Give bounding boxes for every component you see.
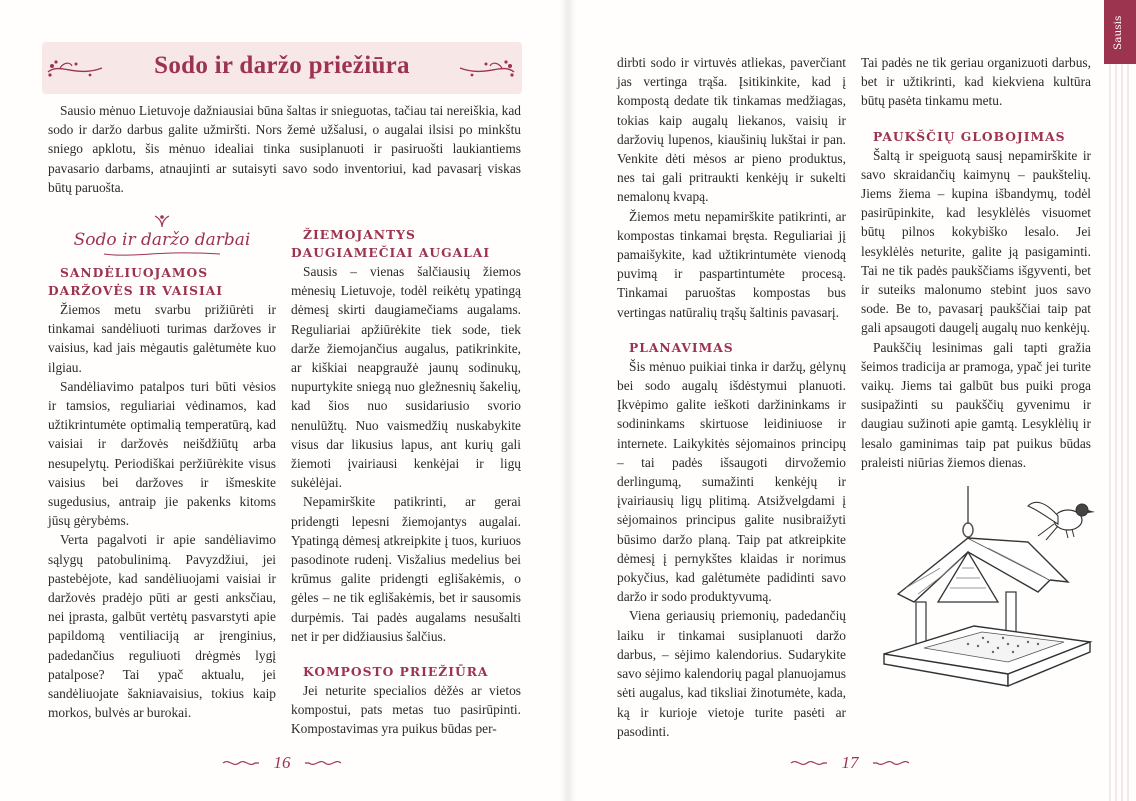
- paragraph: Žiemos metu nepamirškite patikrinti, ar kompostas tinkamai bręsta. Reguliariai jį pamaišykite, kad užtikrintumėte vienodą puvimą ir paspartintumėte procesą. Tinkamai paruoštas kompostas bus vertingas natūralių trąšų šaltinis pavasarį.: [617, 208, 846, 320]
- sprig-icon: [151, 214, 173, 228]
- heading-compost: KOMPOSTO PRIEŽIŪRA: [303, 664, 489, 680]
- script-section-title: Sodo ir daržo darbai: [73, 230, 251, 250]
- paragraph: Tai padės ne tik geriau organizuoti darbus, bet ir užtikrinti, kad kiekviena kultūra būtų pasėta tinkamu metu.: [861, 55, 1091, 109]
- page-number: 16: [273, 753, 291, 773]
- intro-text: Sausio mėnuo Lietuvoje dažniausiai būna šaltas ir snieguotas, tačiau tai nereiškia, kad sodo ir daržo darbus galite užmiršti. Nors žemė užšalusi, o augalai ilsisi po minkštu sniego apklotu, šis mėnuo idealiai tinka susiplanuoti ir pasiruošti laukiantiems pavasario darbams, atnaujinti ar sutaisyti savo sodo inventoriui, kad pavasarį viskas būtų paruošta.: [48, 103, 521, 195]
- paragraph: Šaltą ir speiguotą sausį nepamirškite ir savo skraidančių kaimynų – paukštelių. Jiems žiema – kupina išbandymų, todėl pasirūpinkite, kad lesyklėlės visuomet būtų pilnos kokybiško lesalo. Jei lesyklėlės neturite, galite ją pasigaminti. Tai ne tik padės paukščiams išgyventi, bet ir suteiks malonumo stebint juos savo sode. Be to, pavasarį paukščiai taip pat gali apsaugoti daugelį augalų nuo kenkėjų.: [861, 147, 1091, 336]
- bird-feeder-illustration: [878, 484, 1098, 714]
- page-number-left: [182, 752, 382, 773]
- swirl-icon: [221, 758, 261, 768]
- page-number: 17: [841, 753, 859, 773]
- column-storage: [48, 264, 276, 722]
- paragraph: Nepamirškite patikrinti, ar gerai pridengti lepesni žiemojantys augalai. Ypatingą dėmesį atkreipkite į tuos, kuriuos pasodinote rudenį. Visžalius medelius bei krūmus galite pridengti eglišakėmis, o gėles – ne tik eglišakėmis, bet ir sausomis durpėmis. Tai padės augalams nesušalti net ir per didžiausius šalčius.: [291, 494, 521, 644]
- month-side-tab[interactable]: [1104, 0, 1136, 64]
- paragraph: Žiemos metu svarbu prižiūrėti ir tinkamai sandėliuoti turimas daržoves ir vaisius, kad jais mėgautis galėtumėte kuo ilgiau.: [48, 302, 276, 375]
- page-title: Sodo ir daržo priežiūra: [154, 52, 410, 79]
- heading-bird-care: PAUKŠČIŲ GLOBOJIMAS: [873, 128, 1066, 144]
- page-edge-lines: [1104, 64, 1136, 801]
- heading-planning: PLANAVIMAS: [629, 339, 734, 355]
- paragraph: Jei neturite specialios dėžės ar vietos kompostui, pats metas tuo pasirūpinti. Kompostavimas yra puikus būdas per-: [291, 683, 521, 737]
- book-gutter: [560, 0, 576, 801]
- swirl-icon: [789, 758, 829, 768]
- column-birds: [861, 53, 1091, 472]
- page-number-right: [750, 752, 950, 773]
- section-script-heading: [48, 214, 276, 258]
- intro-paragraph: [48, 101, 521, 197]
- bird-icon: [1028, 502, 1095, 540]
- swirl-icon: [102, 250, 222, 258]
- heading-stored-vegetables: SANDĖLIUOJAMOS DARŽOVĖS IR VAISIAI: [48, 265, 224, 298]
- heading-perennials: ŽIEMOJANTYS DAUGIAMEČIAI AUGALAI: [291, 227, 491, 260]
- paragraph: Paukščių lesinimas gali tapti gražia šeimos tradicija ar pramoga, ypač jei turite vaikų. Jiems tai galbūt bus puiki proga susipažinti su paukščių gyvenimu ir daugiau sužinoti apie gamtą. Lesyklėlių ir lesalo gaminimas taip pat puikus būdas praleisti niūrias žiemos dienas.: [861, 339, 1091, 470]
- paragraph: Verta pagalvoti ir apie sandėliavimo sąlygų patobulinimą. Pavyzdžiui, jei pastebėjote, kad sandėliuojami vaisiai ir daržovės pradėjo pūti ar gesti anksčiau, nei įprasta, galbūt vertėtų pasvarstyti apie papildomą ventiliaciją ar įrenginius, padedančius reguliuoti drėgmės lygį patalpose? Tai ypač aktualu, jei sandėliuojate šakniavaisius, tokius kaip morkos, bulvės ar burokai.: [48, 532, 276, 721]
- paragraph: dirbti sodo ir virtuvės atliekas, paverčiant jas vertinga trąša. Įsitikinkite, kad į kompostą dedate tik tinkamas medžiagas, tokias kaip augalų liekanos, vaisių ir daržovių lupenos, kiaušinių lukštai ir pan. Venkite dėti mėsos ar pieno produktus, nes tai gali pritraukti kenkėjų ir sukelti nemalonų kvapą.: [617, 55, 846, 205]
- paragraph: Sausis – vienas šalčiausių žiemos mėnesių Lietuvoje, todėl reikėtų ypatingą dėmesį skirti daugiamečiams augalams. Reguliariai apžiūrėkite tiek sode, tiek darže žiemojančius augalus, patikrinkite, ar kiškiai neapgraužė jaunų sodinukų, nupurtykite sniegą nuo gležnesnių šakelių, kad šios nuo susidariusio svorio nenulūžtų. Nuo vaismedžių nuskabykite visus dar likusius lapus, ant kurių gali žiemoti įvairiausi kenkėjai ir ligų sukėlėjai.: [291, 264, 521, 491]
- paragraph: Viena geriausių priemonių, padedančių laiku ir tinkamai susiplanuoti daržo darbus, – sėjimo kalendorius. Sudarykite savo sėjimo kalendorių pagal planuojamus sėti augalus, kad tiksliai žinotumėte, kada, ką ir kurioje vietoje turite pasėti ar pasodinti.: [617, 608, 846, 739]
- side-tab-label: Sausis: [1112, 15, 1124, 51]
- paragraph: Sandėliavimo patalpos turi būti vėsios ir tamsios, reguliariai vėdinamos, kad užtikrintumėte optimalią temperatūrą, kad vaisiai ir daržovės neišdžiūtų arba nesupelytų. Periodiškai peržiūrėkite visus vaisius bei daržoves ir išmeskite sugedusius, antraip jie pakenks kitoms jūsų gėrybėms.: [48, 378, 276, 529]
- swirl-icon: [303, 758, 343, 768]
- title-banner: [42, 42, 522, 94]
- floral-ornament-icon: [458, 58, 516, 80]
- column-compost-planning: [617, 53, 846, 741]
- column-perennials: [291, 226, 521, 739]
- paragraph: Šis mėnuo puikiai tinka ir daržų, gėlynų bei sodo augalų išdėstymui planuoti. Įkvėpimo galite ieškoti daržininkams ir sodininkams skirtuose leidiniuose ir internete. Laikykitės sėjomainos principų – tai padės išsaugoti dirvožemio derlingumą, sumažinti kenkėjų ir įvairiausių ligų plitimą. Atsižvelgdami į sėjomainos principus galite nusibraižyti būsimo daržo planą. Taip pat atkreipkite dėmesį į pernykštes klaidas ir norimus pokyčius, kad galėtumėte padidinti savo daržo ir sodo produktyvumą.: [617, 358, 846, 605]
- swirl-icon: [871, 758, 911, 768]
